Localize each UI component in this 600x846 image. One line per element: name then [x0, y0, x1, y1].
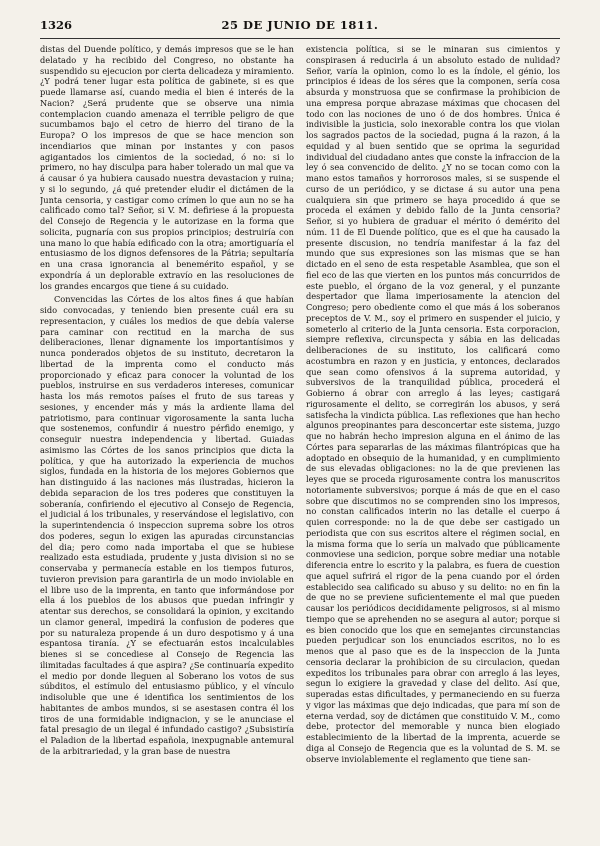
- header-date: 25 DE JUNIO DE 1811.: [221, 18, 379, 32]
- header-rule: [40, 38, 560, 39]
- paragraph: distas del Duende político, y demás impresos que se le han delatado y ha recibido del Congreso, no obstante ha suspendido su ejecucion por cierta delicadeza y miramiento. ¿Y podrá tener lugar esta política de gabinete, si es que puede llamarse así, cuando media el bien é interés de la Nacion? ¿Será prudente que se observe una nimia contemplacion cuando amenaza el terrible peligro de que sucumbamos bajo el cetro de hierro del tirano de la Europa? O los impresos de que se hace mencion son incendiarios que minan por instantes y con pasos agigantados los cimientos de la sociedad, ó no: si lo primero, no hay disculpa para haber tolerado un mal que va á causar ó ya hubiera causado nuestra devastacion y ruina; y si lo segundo, ¿á qué pretender eludir el dictámen de la Junta censoria, y castigar como crímen lo que aun no se ha calificado como tal? Señor, si V. M. defiriese á la propuesta del Consejo de Regencia y le autorizase en la forma que solicita, pugnaría con sus propios principios; destruiría con una mano lo que había edificado con la otra; amortiguaría el entusiasmo de los dignos defensores de la Pátria; sepultaría en una crasa ignorancia al benemérito español, y se expondría á un deplorable extravío en las resoluciones de los grandes encargos que tiene á su cuidado.: [40, 44, 294, 291]
- page-header: [40, 18, 560, 36]
- paragraph: existencia política, si se le minaran sus cimientos y conspirasen á reducirla á un absoluto estado de nulidad? Señor, varía la opinion, como lo es la índole, el génio, los principios é ideas de los séres que la componen, sería cosa absurda y monstruosa que se confirmase la prohibicion de una empresa porque abrazase máximas que chocasen del todo con las nociones de uno ó de dos hombres. Única é indivisible la justicia, solo inexorable contra los que violan los sagrados pactos de la sociedad, pugna á la razon, á la equidad y al buen sentido que se oprima la seguridad individual del ciudadano antes que conste la infraccion de la ley ó sea convencido de delito. ¿Y no se tocan como con la mano estos tamaños y horrorosos males, si se suspende el curso de un periódico, y se dictase á su autor una pena cualquiera sin que primero se haya procedido á que se proceda el exámen y debido fallo de la Junta censoria? Señor, si yo hubiera de graduar el mérito ó demérito del núm. 11 de El Duende político, que es el que ha causado la presente discusion, no tendría manifestar á la faz del mundo que sus expresiones son las mismas que se han dictado en el seno de esta respetable Asamblea, que son el fiel eco de las que vierten en los puntos más concurridos de este pueblo, el órgano de la voz general, y el punzante despertador que llama imperiosamente la atencion del Congreso; pero obediente como el que más á los soberanos preceptos de V. M., soy el primero en suspender el juicio, y someterlo al criterio de la Junta censoria. Esta corporacion, siempre reflexiva, circunspecta y sábia en las delicadas deliberaciones de su instituto, los calificará como acostumbra en razon y en justicia, y entonces, declarados que sean como ofensivos á la suprema autoridad, y subversivos de la tranquilidad pública, procederá el Gobierno á obrar con arreglo á las leyes; castigará rigurosamente el delito, se corregirán los abusos, y será satisfecha la vindicta pública. Las reflexiones que han hecho algunos preopinantes para desconcertar este sistema, juzgo que no habrán hecho impresion alguna en el ánimo de las Córtes para separarlas de las máximas filantrópicas que ha adoptado en obsequio de la humanidad, y en cumplimiento de sus elevadas obligaciones: no la de que previenen las leyes que se proceda rigurosamente contra los manuscritos notoriamente subversivos; porque á más de que en el caso sobre que discutimos no se comprenden sino los impresos, no constan calificados interin no las detalle el cuerpo á quien corresponde: no la de que debe ser castigado un periodista que con sus escritos altere el régimen social, en la misma forma que lo sería un malvado que públicamente conmoviese una sedicion, porque sobre mediar una notable diferencia entre lo escrito y la palabra, es fuera de cuestion que aquel sufrirá el rigor de la pena cuando por el órden establecido sea calificado su abuso y su delito: no en fin la de que no se previene suficientemente el mal que pueden causar los periódicos decididamente peligrosos, si al mismo tiempo que se aprehenden no se asegura al autor; porque si es bien conocido que los que en semejantes circunstancias pueden perjudicar son los enunciados escritos, no lo es menos que al paso que es de la inspeccion de la Junta censoria declarar la prohibicion de su circulacion, quedan expeditos los tribunales para obrar con arreglo á las leyes, segun lo exigiere la gravedad y clase del delito. Así que, superadas estas dificultades, y permaneciendo en su fuerza y vigor las máximas que dejo indicadas, que para mí son de eterna verdad, soy de dictámen que constituido V. M., como debe, protector del memorable y nunca bien elogiado establecimiento de la libertad de la imprenta, acuerde se diga al Consejo de Regencia que es la voluntad de S. M. se observe inviolablemente el reglamento que tiene san-: [306, 44, 560, 764]
- paragraph: Convencidas las Córtes de los altos fines á que habían sido convocadas, y teniendo bien presente cuál era su representacion, y cuáles los medios de que debía valerse para caminar con rectitud en la marcha de sus deliberaciones, llenar dignamente los importantísimos y nunca ponderados objetos de su instituto, decretaron la libertad de la imprenta como el conducto más proporcionado y eficaz para conocer la voluntad de los pueblos, instruirse en sus verdaderos intereses, comunicar hasta los más remotos países el fruto de sus tareas y sesiones, y encender más y más la ardiente llama del patriotismo, para continuar vigorosamente la santa lucha que sostenemos, confundir á nuestro pérfido enemigo, y conseguir nuestra independencia y libertad. Guiadas asimismo las Córtes de los sanos principios que dicta la política, y que ha autorizado la experiencia de muchos siglos, fundada en la historia de los mejores Gobiernos que han distinguido á las naciones más ilustradas, hicieron la debida separacion de los tres poderes que constituyen la soberanía, confiriendo el ejecutivo al Consejo de Regencia, el judicial á los tribunales, y reservándose el legislativo, con la superintendencia ó inspeccion suprema sobre los otros dos poderes, segun lo exigen las apuradas circunstancias del dia; pero como nada importaba el que se hubiese realizado esta estudiada, prudente y justa division si no se conservaba y permanecía estable en los tiempos futuros, tuvieron prevision para garantirla de un modo inviolable en el libre uso de la imprenta, en tanto que informándose por ella á los pueblos de los abusos que puedan infringir y atentar sus derechos, se consolidará la opinion, y excitando un clamor general, impedirá la confusion de poderes que por su naturaleza propende á un duro despotismo y á una espantosa tiranía. ¿Y se efectuarán estos incalculables bienes si se concediese al Consejo de Regencia las ilimitadas facultades á que aspira? ¿Se continuaría expedito el medio por donde lleguen al Soberano los votos de sus súbditos, el estímulo del entusiasmo público, y el vínculo indisoluble que une é identifica los sentimientos de los habitantes de ambos mundos, si se asestasen contra él los tiros de una formidable indignacion, y se le anunciase el fatal presagio de un ilegal é infundado castigo? ¿Subsistiría el Paladion de la libertad española, inexpugnable antemural de la arbitrariedad, y la gran base de nuestra: [40, 294, 294, 756]
- page-number: 1326: [40, 18, 73, 32]
- left-column: [40, 44, 294, 838]
- right-column: [306, 44, 560, 838]
